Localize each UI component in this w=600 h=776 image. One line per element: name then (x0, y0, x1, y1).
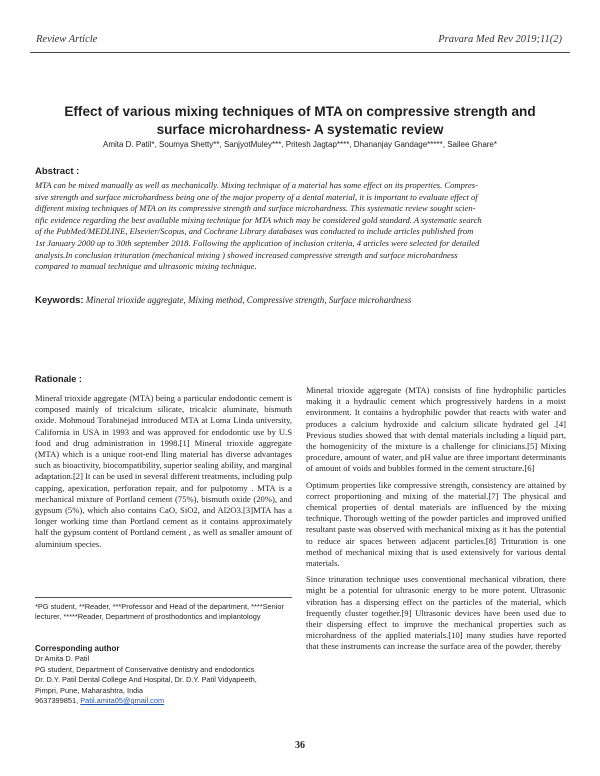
abstract-line: different mixing techniques of MTA on its compressive strength and surface microhardness. This systematic review sought scien- (35, 203, 476, 214)
abstract-line: compared to manual technique and ultrasonic mixing technique. (35, 261, 257, 272)
body-paragraph: Optimum properties like compressive strength, consistency are attained by correct proportioning and mixing of the material.[7] The physical and chemical properties of dental materials are influenced by the mixing technique. Thorough wetting of the powder particles and improved unified resultant paste was observed with mechanical mixing as it has the potential to reduce air spaces between adjacent particles.[8] Trituration is one method of mechanical mixing that is used extensively for various dental materials. (306, 479, 566, 569)
title-line-1: Effect of various mixing techniques of MTA on compressive strength and (64, 104, 536, 119)
section-label: Review Article (36, 34, 98, 45)
phone-number: 9637399851, (35, 696, 79, 706)
abstract-line: MTA can be mixed manually as well as mechanically. Mixing technique of a material has some effect on its properties. Compres- (35, 180, 478, 190)
title-line-2: surface microhardness- A systematic review (156, 122, 444, 137)
correspondence-block (35, 644, 295, 706)
keywords-label: Keywords: (35, 295, 84, 306)
page-number: 36 (295, 740, 305, 751)
email-link[interactable]: Patil.amita05@gmail.com (80, 696, 165, 706)
abstract-line: sive strength and surface microhardness being one of the major property of a dental material, it is important to evaluate effect of (35, 191, 478, 202)
left-column (35, 393, 292, 555)
rationale-heading: Rationale : (35, 374, 82, 384)
correspondence-line: Dr. D.Y. Patil Dental College And Hospital, Dr. D.Y. Patil Vidyapeeth, (35, 675, 257, 685)
keywords (35, 295, 411, 306)
header-divider (30, 52, 570, 53)
author-list: Amita D. Patil*, Soumya Shetty**, SanjyotMuley***, Pritesh Jagtap****, Dhananjay Gandage*****, Sailee Ghare* (103, 140, 497, 149)
abstract-line: tific evidence regarding the best available mixing technique for MTA which may be considered gold standard. A systematic search (35, 214, 482, 225)
abstract-line: of the PubMed/MEDLINE, Elsevier/Scopus, and Cochrane Library databases was conducted to include articles published from (35, 226, 474, 237)
body-paragraph: Since trituration technique uses conventional mechanical vibration, there might be a potential for ultrasonic energy to be more potent. Ultrasonic vibration has a dispersing effect on the particles of the material, which frequently cluster together.[9] Ultrasonic devices have been used due to their dispersing effect to improve the mechanical properties such as microhardness of the applied materials.[10] many studies have reported that these instruments can increase the surface area of the powder, thereby (306, 574, 566, 652)
keywords-value: Mineral trioxide aggregate, Mixing method, Compressive strength, Surface microhardness (85, 295, 412, 305)
right-column (306, 385, 566, 658)
abstract-line: analysis.In conclusion trituration (mechanical mixing ) showed increased compressive strength and surface microhardness (35, 249, 458, 260)
footnote-divider (35, 597, 292, 598)
contact-line (35, 696, 295, 706)
correspondence-line: PG student, Department of Conservative dentistry and endodontics (35, 664, 255, 674)
abstract-line: 1st January 2000 up to 30th september 2018. Following the application of inclusion criteria, 4 articles were selected for detailed (35, 237, 480, 248)
correspondence-heading: Corresponding author (35, 644, 120, 653)
correspondence-line: Dr Amita D. Patil (35, 654, 90, 664)
journal-citation: Pravara Med Rev 2019;11(2) (438, 34, 562, 45)
body-paragraph: Mineral trioxide aggregate (MTA) being a particular endodontic cement is composed mainly of tricalcium silicate, tricalcic aluminate, bismuth oxide. Mohmoud Torabinejad introduced MTA at Loma Linda university, California in USA in 1993 and was approved for endodontic use by U.S food and drug administration in 1998.[1] Mineral trioxide aggregate (MTA) which is a unique root-end lling material has diverse advantages such as bioactivity, biocompatibility, superior sealing ability, and marginal adaptation.[2] It can be used in several different treatments, including pulp capping, apexication, perforation repair, and for pulpotomy . MTA is a mechanical mixture of Portland cement (75%), bismuth oxide (20%), and gypsum (5%), which also contains CaO, SiO2, and Al2O3.[3]MTA has a longer working time than Portland cement as it contains approximately half the gypsum content of Portland cement , as well as smaller amount of aluminium species. (35, 393, 292, 549)
body-paragraph: Mineral trioxide aggregate (MTA) consists of fine hydrophilic particles making it a hydraulic cement which progressively hardens in a moist environment. It contains a hydrophilic powder that reacts with water and produces a calcium hydroxide and calcium silicate hydrated gel .[4] Previous studies showed that with dental materials including a liquid part, the homogenicity of the mixture is a challenge for clinicians.[5] Mixing procedure, amount of water, and pH value are three important determinants of amount of voids and bubbles formed in the cement structure.[6] (306, 385, 566, 474)
article-title (40, 103, 560, 139)
abstract-heading: Abstract : (35, 166, 80, 177)
abstract-body (35, 180, 562, 273)
affiliation-footnote: *PG student, **Reader, ***Professor and Head of the department, ****Senior lecturer, *****Reader, Department of prosthodontics and implantology (35, 602, 284, 621)
correspondence-line: Pimpri, Pune, Maharashtra, India (35, 685, 144, 695)
